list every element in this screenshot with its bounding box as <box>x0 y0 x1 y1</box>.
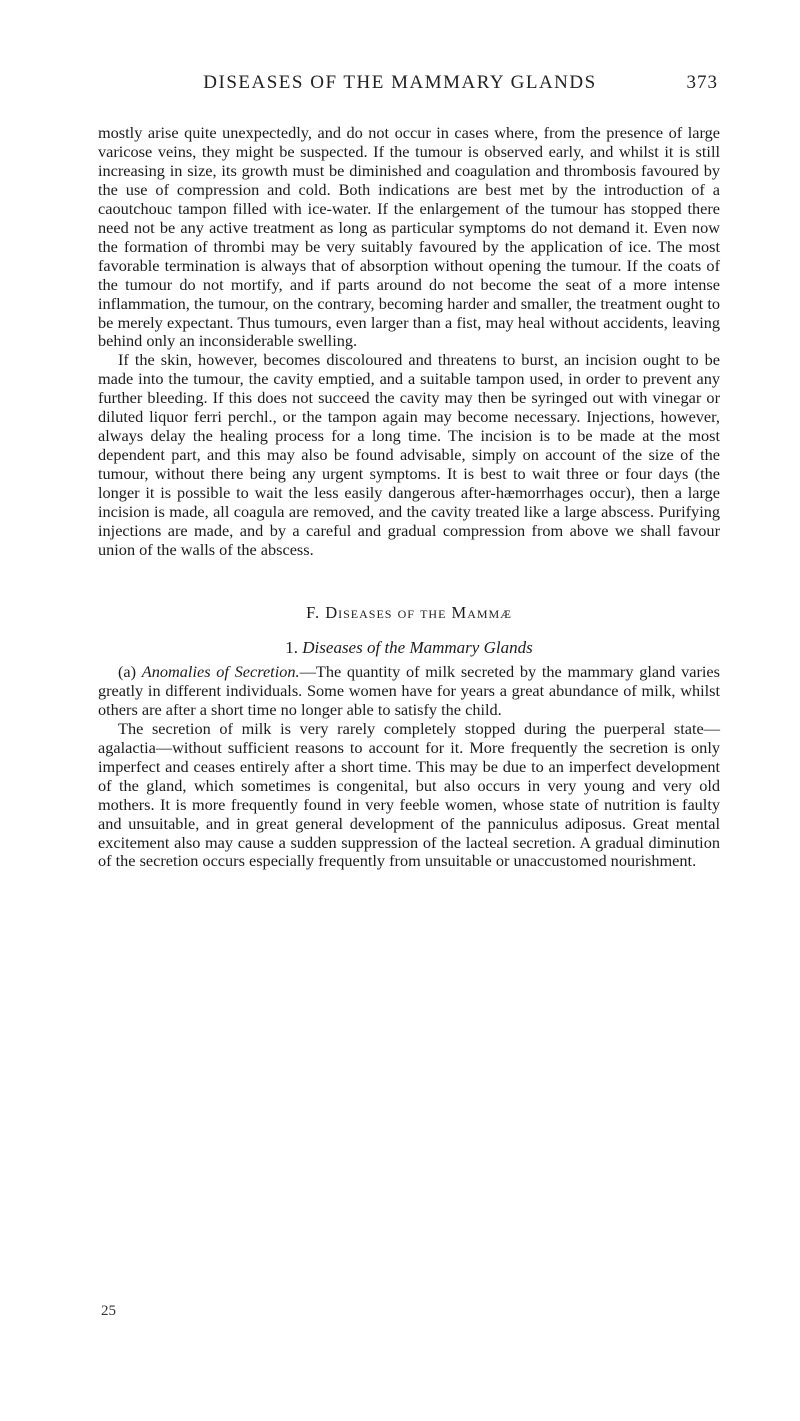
sub-heading <box>98 637 720 659</box>
paragraph-lead: Anomalies of Secretion. <box>141 661 300 681</box>
running-head <box>0 72 800 96</box>
paragraph-agalactia: The secretion of milk is very rarely completely stopped during the puerperal state—agalactia—without sufficient reasons to account for it. More frequently the secretion is only imperfect and ceases entirely after a short time. This may be due to an imperfect development of the gland, which sometimes is congenital, but also occurs in very young and very old mothers. It is more frequently found in very feeble women, whose state of nutrition is faulty and unsuitable, and in great general development of the panniculus adiposus. Great mental excitement also may cause a sudden suppression of the lacteal secretion. A gradual diminution of the secretion occurs especially frequently from unsuitable or unaccustomed nourishment. <box>98 718 720 871</box>
text-block <box>98 124 720 871</box>
paragraph-anomalies <box>98 663 720 720</box>
paragraph-continued: mostly arise quite unexpectedly, and do not occur in cases where, from the presence of large varicose veins, they might be suspected. If the tumour is observed early, and whilst it is still increasing in size, its growth must be diminished and coagulation and thrombosis favoured by the use of compression and cold. Both indications are best met by the introduction of a caoutchouc tampon filled with ice-water. If the enlargement of the tumour has stopped there need not be any active treatment as long as particular symptoms do not demand it. Even now the formation of thrombi may be very suitably favoured by the application of ice. The most favorable termination is always that of absorption without opening the tumour. If the coats of the tumour do not mortify, and if parts around do not become the seat of a more intense inflammation, the tumour, on the contrary, becoming harder and smaller, the treatment ought to be merely expectant. Thus tumours, even larger than a fist, may heal without accidents, leaving behind only an inconsiderable swelling. <box>98 123 720 351</box>
section-title: Diseases of the Mammæ <box>325 602 512 622</box>
paragraph-anomalies-text: —The quantity of milk secreted by the mammary gland varies greatly in different individuals. Some women have for years a great abundance of milk, whilst others are after a short time no longer able to satisfy the child. <box>98 661 720 719</box>
sub-heading-number: 1. <box>285 637 299 657</box>
paragraph-label: (a) <box>118 661 137 681</box>
paragraph-incision: If the skin, however, becomes discoloured and threatens to burst, an incision ought to be made into the tumour, the cavity emptied, and a suitable tampon used, in order to prevent any further bleeding. If this does not succeed the cavity may then be syringed out with vinegar or diluted liquor ferri perchl., or the tampon again may become necessary. Injections, however, always delay the healing process for a long time. The incision is to be made at the most dependent part, and this may also be found advisable, simply on account of the size of the tumour, without there being any urgent symptoms. It is best to wait three or four days (the longer it is possible to wait the less easily dangerous after-hæmorrhages occur), then a large incision is made, all coagula are removed, and the cavity treated like a large abscess. Purifying injections are made, and by a careful and gradual compression from above we shall favour union of the walls of the abscess. <box>98 350 720 559</box>
signature-mark: 25 <box>101 1303 116 1319</box>
section-letter: F. <box>306 602 321 622</box>
section-heading <box>98 603 720 623</box>
page-number: 373 <box>686 72 718 93</box>
sub-heading-title: Diseases of the Mammary Glands <box>302 637 533 657</box>
running-title: DISEASES OF THE MAMMARY GLANDS <box>203 72 597 93</box>
